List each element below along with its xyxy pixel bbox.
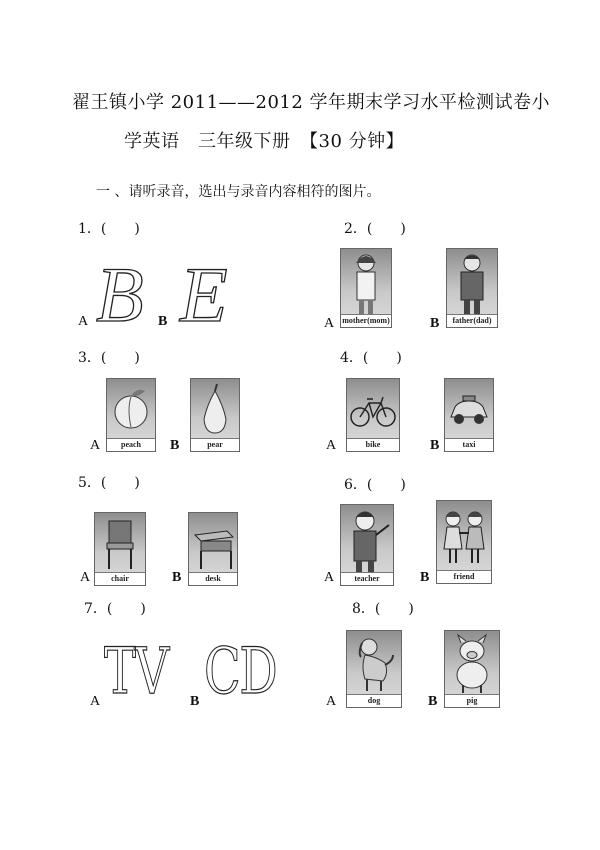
option-a-letter: A xyxy=(326,438,337,453)
desk-icon xyxy=(189,513,237,573)
option-b-letter: B xyxy=(172,570,182,585)
desk-picture[interactable] xyxy=(188,512,238,586)
mother-picture[interactable] xyxy=(340,248,392,328)
option-b-letter: B xyxy=(158,314,168,329)
option-a-letter: A xyxy=(90,438,101,453)
father-picture[interactable] xyxy=(446,248,498,328)
peach-icon xyxy=(107,379,155,439)
card-caption: father(dad) xyxy=(447,314,497,327)
question-number: 5．( ) xyxy=(78,475,140,491)
option-b-letter: B xyxy=(428,694,438,709)
question-number: 8．( ) xyxy=(352,601,414,617)
card-caption: taxi xyxy=(445,438,493,451)
card-caption: bike xyxy=(347,438,399,451)
dog-icon xyxy=(347,631,401,695)
option-a-letter: A xyxy=(324,570,335,585)
exam-title-line2: 学英语 三年级下册 【30 分钟】 xyxy=(124,131,405,152)
card-caption: chair xyxy=(95,572,145,585)
option-b-letter: B xyxy=(420,570,430,585)
card-caption: peach xyxy=(107,438,155,451)
option-a-letter: A xyxy=(78,314,89,329)
teacher-icon xyxy=(341,505,393,573)
section-instruction: 一 、请听录音，选出与录音内容相符的图片。 xyxy=(96,184,381,200)
question-number: 7．( ) xyxy=(84,601,146,617)
tv-outline-text[interactable]: TV xyxy=(104,635,168,709)
card-caption: desk xyxy=(189,572,237,585)
cd-outline-text[interactable]: CD xyxy=(204,635,277,709)
option-b-letter: B xyxy=(430,438,440,453)
man-icon xyxy=(447,249,497,315)
question-number: 3．( ) xyxy=(78,350,140,366)
card-caption: pear xyxy=(191,438,239,451)
question-number: 4．( ) xyxy=(340,350,402,366)
friends-icon xyxy=(437,501,491,571)
question-number: 2．( ) xyxy=(344,221,406,237)
chair-picture[interactable] xyxy=(94,512,146,586)
exam-title-line1: 翟王镇小学 2011——2012 学年期末学习水平检测试卷小 xyxy=(72,92,551,113)
option-a-letter: A xyxy=(324,316,335,331)
woman-icon xyxy=(341,249,391,315)
dog-picture[interactable] xyxy=(346,630,402,708)
card-caption: pig xyxy=(445,694,499,707)
option-a-letter: A xyxy=(90,694,101,709)
pig-icon xyxy=(445,631,499,695)
option-a-letter: A xyxy=(80,570,91,585)
letter-b-outline[interactable]: B xyxy=(96,251,144,338)
pear-icon xyxy=(191,379,239,439)
chair-icon xyxy=(95,513,145,573)
bike-picture[interactable] xyxy=(346,378,400,452)
question-number: 6．( ) xyxy=(344,477,406,493)
card-caption: dog xyxy=(347,694,401,707)
option-a-letter: A xyxy=(326,694,337,709)
pear-picture[interactable] xyxy=(190,378,240,452)
question-number: 1．( ) xyxy=(78,221,140,237)
teacher-picture[interactable] xyxy=(340,504,394,586)
option-b-letter: B xyxy=(190,694,200,709)
taxi-icon xyxy=(445,379,493,439)
card-caption: mother(mom) xyxy=(342,316,390,325)
option-b-letter: B xyxy=(170,438,180,453)
taxi-picture[interactable] xyxy=(444,378,494,452)
peach-picture[interactable] xyxy=(106,378,156,452)
pig-picture[interactable] xyxy=(444,630,500,708)
bike-icon xyxy=(347,379,399,439)
letter-e-outline[interactable]: E xyxy=(180,251,228,338)
card-caption: friend xyxy=(437,570,491,583)
card-caption: teacher xyxy=(341,572,393,585)
friend-picture[interactable] xyxy=(436,500,492,584)
option-b-letter: B xyxy=(430,316,440,331)
